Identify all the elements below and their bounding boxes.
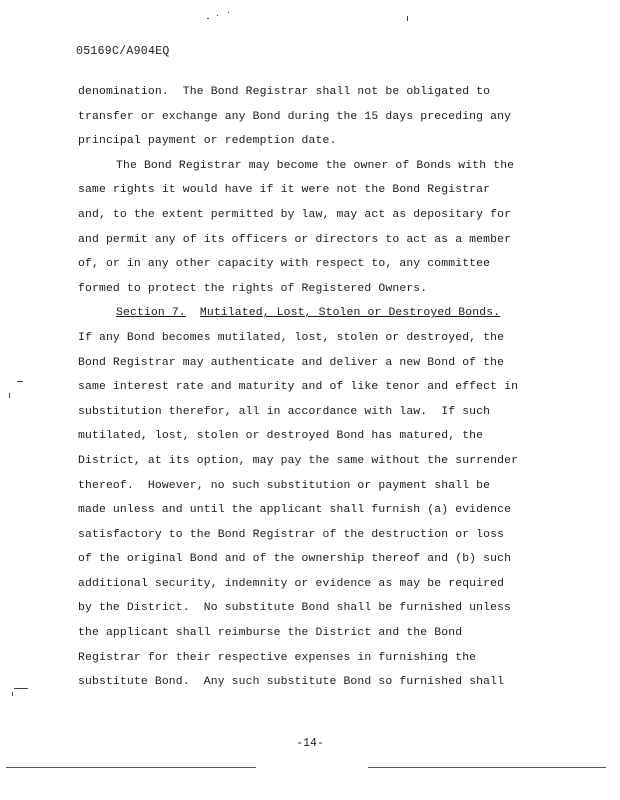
paragraph-line: substitute Bond. Any such substitute Bond so furnished shall [78,676,505,689]
paragraph-line: same rights it would have if it were not the Bond Registrar [78,184,491,197]
paragraph-line: formed to protect the rights of Registered Owners. [78,282,428,295]
footer-rule [368,767,606,768]
page-number: -14- [296,737,324,750]
paragraph-line: of the original Bond and of the ownership thereof and (b) such [78,553,512,566]
paragraph-line: by the District. No substitute Bond shall be furnished unless [78,602,512,615]
paragraph-line: and, to the extent permitted by law, may act as depositary for [78,208,512,221]
paragraph-line: satisfactory to the Bond Registrar of the destruction or loss [78,528,505,541]
paragraph-line: If any Bond becomes mutilated, lost, stolen or destroyed, the [78,331,505,344]
section-title: Mutilated, Lost, Stolen or Destroyed Bonds. [199,307,501,320]
paragraph-line: of, or in any other capacity with respect to, any committee [78,258,491,271]
paragraph-line: denomination. The Bond Registrar shall not be obligated to [78,86,491,98]
paragraph-line: Registrar for their respective expenses in furnishing the [78,651,477,664]
paragraph-line: Bond Registrar may authenticate and deliver a new Bond of the [78,356,505,369]
scan-speck [17,381,23,382]
scan-speck [407,16,408,21]
paragraph-line: and permit any of its officers or directors to act as a member [78,233,512,246]
scan-speck [12,692,13,696]
paragraph-line: additional security, indemnity or evidence as may be required [78,577,505,590]
scan-speck [217,15,218,16]
section-heading [78,301,538,326]
paragraph-line: transfer or exchange any Bond during the 15 days preceding any [78,110,512,123]
document-body [78,80,538,695]
scan-speck [9,393,10,398]
scan-speck [228,12,229,13]
paragraph-line: principal payment or redemption date. [78,135,337,148]
paragraph-line: thereof. However, no such substitution or payment shall be [78,479,491,492]
paragraph-line: mutilated, lost, stolen or destroyed Bond has matured, the [78,430,484,443]
paragraph-line: The Bond Registrar may become the owner of Bonds with the [116,159,515,172]
scan-speck [14,688,28,689]
paragraph-line: the applicant shall reimburse the District and the Bond [78,627,463,640]
paragraph-line: same interest rate and maturity and of like tenor and effect in [78,381,519,394]
paragraph-line: made unless and until the applicant shall furnish (a) evidence [78,504,512,517]
paragraph-line: District, at its option, may pay the same without the surrender [78,454,519,467]
paragraph-line: substitution therefor, all in accordance with law. If such [78,405,491,418]
section-label: Section 7. [116,307,186,320]
scan-speck [207,18,209,19]
footer-rule [6,767,256,768]
document-reference-code: 05169C/A904EQ [76,45,170,58]
